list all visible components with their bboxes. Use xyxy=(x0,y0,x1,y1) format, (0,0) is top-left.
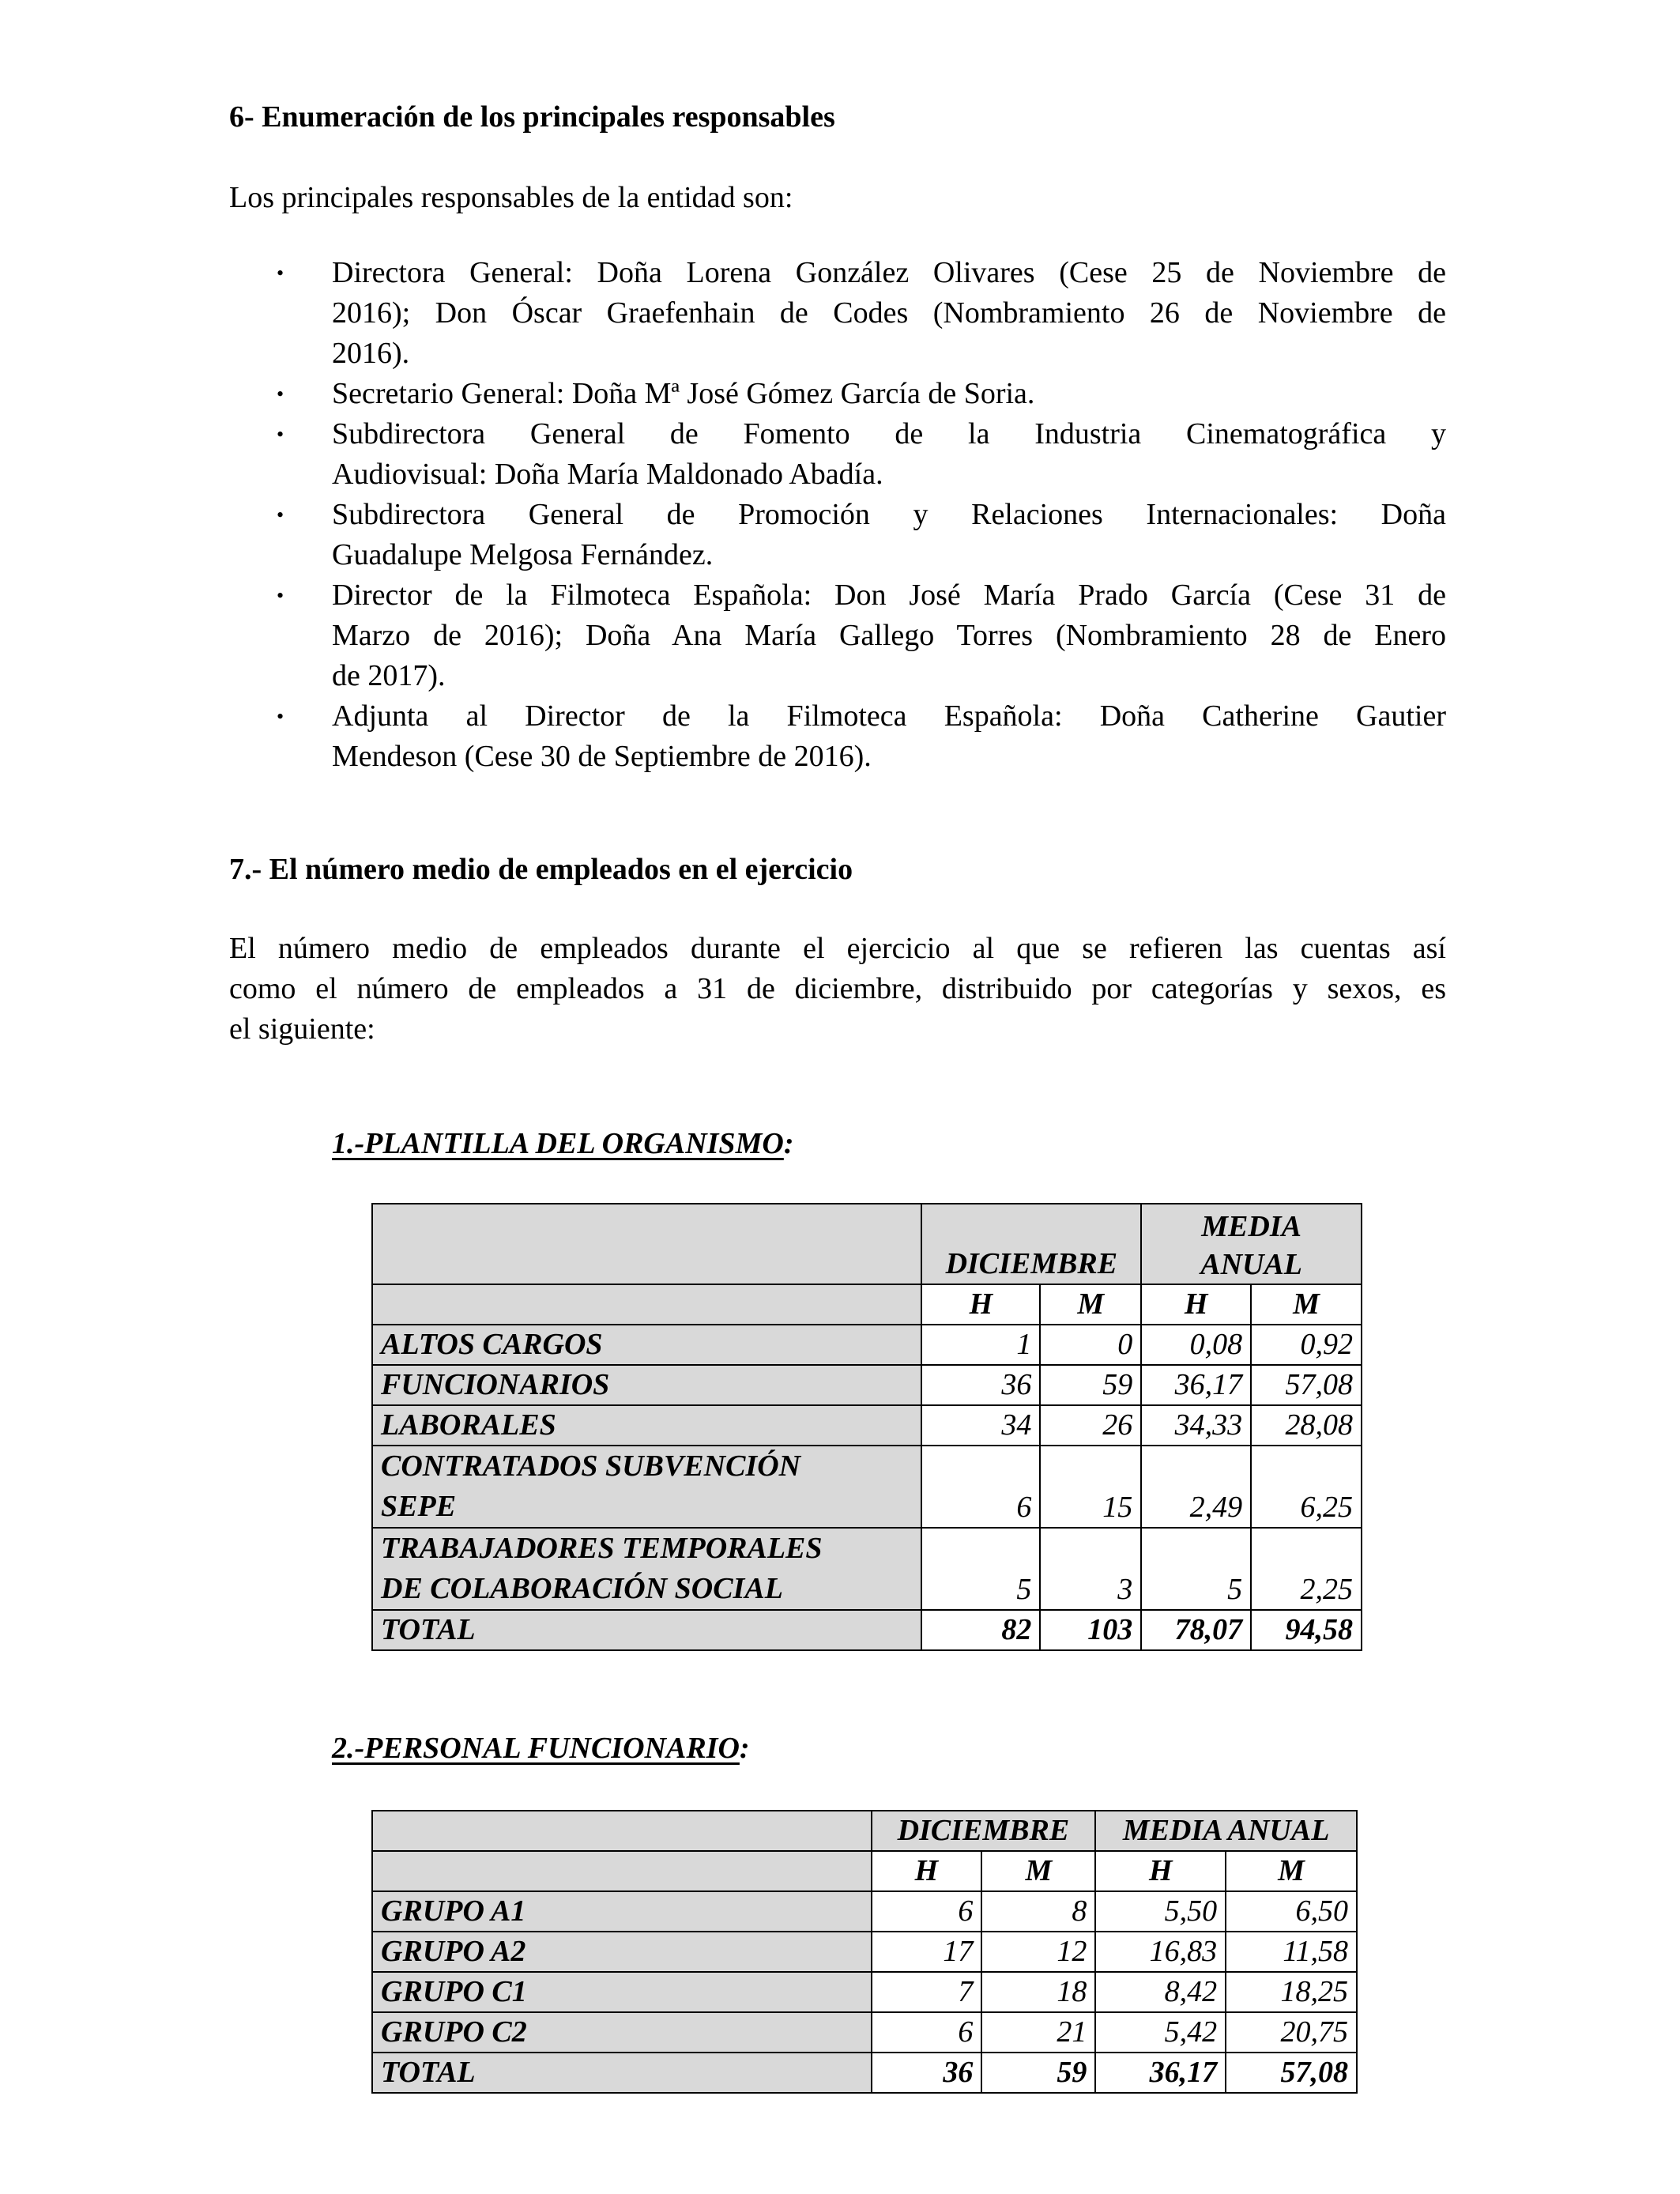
total-dic-m: 103 xyxy=(1040,1610,1141,1650)
header-media-line-2: ANUAL xyxy=(1200,1248,1303,1281)
table-header-row xyxy=(372,1204,1362,1284)
row-label xyxy=(372,1528,921,1610)
table-row xyxy=(372,1405,1362,1446)
header-media-anual: MEDIA ANUAL xyxy=(1095,1811,1357,1851)
list-item-line: 2016). xyxy=(332,337,410,370)
cell-dic-h: 17 xyxy=(872,1932,982,1972)
table-row xyxy=(372,1325,1362,1365)
header-blank xyxy=(372,1204,921,1284)
header-blank xyxy=(372,1811,872,1851)
subheader-media-m: M xyxy=(1251,1284,1362,1325)
total-label: TOTAL xyxy=(372,2053,872,2093)
table-2-title xyxy=(332,1731,750,1766)
subheader-blank xyxy=(372,1851,872,1891)
cell-dic-m: 26 xyxy=(1040,1405,1141,1446)
list-item-line: Secretario General: Doña Mª José Gómez García de Soria. xyxy=(332,377,1035,410)
cell-media-m: 57,08 xyxy=(1251,1365,1362,1405)
header-diciembre: DICIEMBRE xyxy=(872,1811,1096,1851)
cell-dic-h: 1 xyxy=(921,1325,1040,1365)
table-row xyxy=(372,1932,1357,1972)
table-row xyxy=(372,1528,1362,1610)
cell-dic-m: 15 xyxy=(1040,1446,1141,1528)
responsables-list xyxy=(229,253,1446,777)
paragraph-line: El número medio de empleados durante el ejercicio al que se refieren las cuentas así xyxy=(229,932,1446,965)
list-item-line: Subdirectora General de Fomento de la Industria Cinematográfica y xyxy=(332,417,1446,450)
table-total-row xyxy=(372,2053,1357,2093)
bullet-icon: • xyxy=(277,705,284,728)
list-item-line: Adjunta al Director de la Filmoteca Española: Doña Catherine Gautier xyxy=(332,699,1446,733)
paragraph-line: el siguiente: xyxy=(229,1012,375,1046)
table-subheader-row xyxy=(372,1284,1362,1325)
subheader-media-h: H xyxy=(1095,1851,1226,1891)
total-media-m: 94,58 xyxy=(1251,1610,1362,1650)
cell-media-m: 6,50 xyxy=(1226,1891,1357,1932)
list-item-line: de 2017). xyxy=(332,659,446,692)
list-item-line: Guadalupe Melgosa Fernández. xyxy=(332,538,714,571)
paragraph-line: como el número de empleados a 31 de diciembre, distribuido por categorías y sexos, es xyxy=(229,972,1446,1005)
subheader-dic-m: M xyxy=(1040,1284,1141,1325)
table-2-title-colon: : xyxy=(739,1732,750,1765)
cell-media-m: 11,58 xyxy=(1226,1932,1357,1972)
cell-media-h: 5,42 xyxy=(1095,2012,1226,2053)
funcionario-table xyxy=(371,1810,1358,2094)
table-1-title xyxy=(332,1126,793,1161)
list-item-line: Marzo de 2016); Doña Ana María Gallego Torres (Nombramiento 28 de Enero xyxy=(332,619,1446,652)
list-item xyxy=(229,253,1446,374)
cell-dic-m: 21 xyxy=(981,2012,1095,2053)
cell-dic-h: 36 xyxy=(921,1365,1040,1405)
row-label-line-1: TRABAJADORES TEMPORALES xyxy=(381,1532,823,1565)
cell-dic-h: 6 xyxy=(872,2012,982,2053)
cell-dic-m: 12 xyxy=(981,1932,1095,1972)
row-label: GRUPO C2 xyxy=(372,2012,872,2053)
list-item xyxy=(229,696,1446,777)
row-label xyxy=(372,1446,921,1528)
cell-media-m: 0,92 xyxy=(1251,1325,1362,1365)
bullet-icon: • xyxy=(277,262,284,285)
total-label: TOTAL xyxy=(372,1610,921,1650)
section-7-paragraph xyxy=(229,929,1446,1050)
table-total-row xyxy=(372,1610,1362,1650)
cell-dic-m: 59 xyxy=(1040,1365,1141,1405)
cell-media-h: 2,49 xyxy=(1141,1446,1251,1528)
subheader-blank xyxy=(372,1284,921,1325)
cell-media-m: 6,25 xyxy=(1251,1446,1362,1528)
row-label: FUNCIONARIOS xyxy=(372,1365,921,1405)
cell-media-h: 0,08 xyxy=(1141,1325,1251,1365)
table-1-title-colon: : xyxy=(783,1127,794,1160)
cell-dic-m: 18 xyxy=(981,1972,1095,2012)
section-6-intro: Los principales responsables de la entidad son: xyxy=(229,181,793,214)
list-item-line: 2016); Don Óscar Graefenhain de Codes (Nombramiento 26 de Noviembre de xyxy=(332,296,1446,330)
header-media-line-1: MEDIA xyxy=(1201,1210,1301,1243)
plantilla-table xyxy=(371,1203,1362,1651)
bullet-icon: • xyxy=(277,383,284,405)
table-row xyxy=(372,1446,1362,1528)
list-item xyxy=(229,575,1446,696)
total-dic-h: 82 xyxy=(921,1610,1040,1650)
cell-media-h: 8,42 xyxy=(1095,1972,1226,2012)
cell-media-h: 16,83 xyxy=(1095,1932,1226,1972)
list-item-line: Directora General: Doña Lorena González Olivares (Cese 25 de Noviembre de xyxy=(332,256,1446,289)
list-item xyxy=(229,495,1446,575)
table-header-row xyxy=(372,1811,1357,1851)
bullet-icon: • xyxy=(277,584,284,607)
section-7-heading: 7.- El número medio de empleados en el ejercicio xyxy=(229,853,853,886)
subheader-dic-h: H xyxy=(921,1284,1040,1325)
header-diciembre: DICIEMBRE xyxy=(921,1204,1141,1284)
row-label-line-2: SEPE xyxy=(381,1490,457,1523)
list-item-line: Subdirectora General de Promoción y Relaciones Internacionales: Doña xyxy=(332,498,1446,531)
list-item xyxy=(229,374,1446,414)
cell-dic-h: 34 xyxy=(921,1405,1040,1446)
cell-media-m: 2,25 xyxy=(1251,1528,1362,1610)
row-label-line-2: DE COLABORACIÓN SOCIAL xyxy=(381,1572,783,1605)
table-row xyxy=(372,1365,1362,1405)
list-item-line: Director de la Filmoteca Española: Don José María Prado García (Cese 31 de xyxy=(332,579,1446,612)
subheader-dic-h: H xyxy=(872,1851,982,1891)
list-item-line: Mendeson (Cese 30 de Septiembre de 2016). xyxy=(332,740,872,773)
subheader-media-m: M xyxy=(1226,1851,1357,1891)
bullet-icon: • xyxy=(277,423,284,446)
cell-media-m: 18,25 xyxy=(1226,1972,1357,2012)
cell-dic-h: 5 xyxy=(921,1528,1040,1610)
table-row xyxy=(372,1891,1357,1932)
list-item xyxy=(229,414,1446,495)
total-media-m: 57,08 xyxy=(1226,2053,1357,2093)
cell-dic-h: 6 xyxy=(921,1446,1040,1528)
cell-dic-m: 0 xyxy=(1040,1325,1141,1365)
table-row xyxy=(372,1972,1357,2012)
cell-media-h: 5,50 xyxy=(1095,1891,1226,1932)
cell-media-h: 5 xyxy=(1141,1528,1251,1610)
cell-media-h: 36,17 xyxy=(1141,1365,1251,1405)
list-item-line: Audiovisual: Doña María Maldonado Abadía. xyxy=(332,458,883,491)
row-label: ALTOS CARGOS xyxy=(372,1325,921,1365)
bullet-icon: • xyxy=(277,503,284,526)
total-dic-m: 59 xyxy=(981,2053,1095,2093)
table-subheader-row xyxy=(372,1851,1357,1891)
row-label: GRUPO A1 xyxy=(372,1891,872,1932)
section-6-heading: 6- Enumeración de los principales responsables xyxy=(229,100,835,134)
table-row xyxy=(372,2012,1357,2053)
total-media-h: 78,07 xyxy=(1141,1610,1251,1650)
table-1-title-text: 1.-PLANTILLA DEL ORGANISMO xyxy=(332,1127,784,1160)
cell-media-m: 28,08 xyxy=(1251,1405,1362,1446)
row-label: LABORALES xyxy=(372,1405,921,1446)
cell-dic-h: 7 xyxy=(872,1972,982,2012)
subheader-media-h: H xyxy=(1141,1284,1251,1325)
row-label: GRUPO A2 xyxy=(372,1932,872,1972)
cell-dic-m: 3 xyxy=(1040,1528,1141,1610)
row-label-line-1: CONTRATADOS SUBVENCIÓN xyxy=(381,1449,801,1483)
row-label: GRUPO C1 xyxy=(372,1972,872,2012)
cell-media-h: 34,33 xyxy=(1141,1405,1251,1446)
header-media-anual xyxy=(1141,1204,1362,1284)
total-media-h: 36,17 xyxy=(1095,2053,1226,2093)
total-dic-h: 36 xyxy=(872,2053,982,2093)
cell-dic-h: 6 xyxy=(872,1891,982,1932)
cell-media-m: 20,75 xyxy=(1226,2012,1357,2053)
cell-dic-m: 8 xyxy=(981,1891,1095,1932)
subheader-dic-m: M xyxy=(981,1851,1095,1891)
table-2-title-text: 2.-PERSONAL FUNCIONARIO xyxy=(332,1732,740,1765)
